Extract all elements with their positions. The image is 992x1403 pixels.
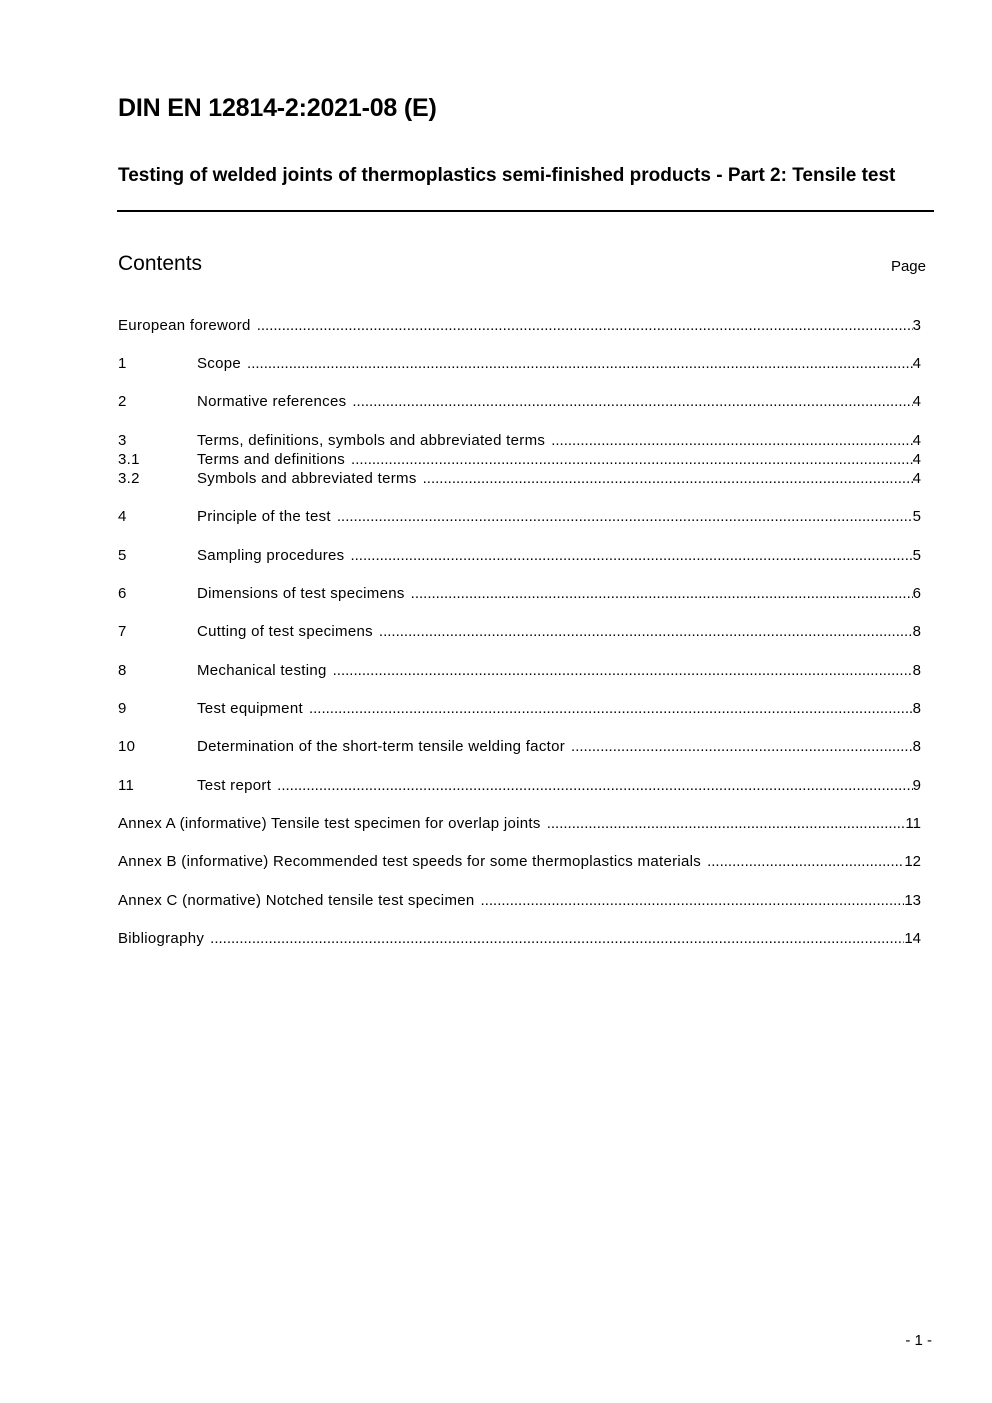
toc-entry-text: Symbols and abbreviated terms [197, 470, 417, 487]
toc-entry-text: Test equipment [197, 700, 303, 717]
toc-entry-cutting[interactable] [118, 622, 921, 641]
toc-entry-terms-and-definitions[interactable] [118, 450, 921, 469]
toc-dot-leader [707, 852, 904, 871]
toc-dot-leader [423, 469, 913, 488]
toc-entry-sampling-procedures[interactable] [118, 546, 921, 565]
toc-entry-principle-of-test[interactable] [118, 507, 921, 526]
toc-dot-leader [379, 622, 913, 641]
toc-entry-number: 4 [118, 508, 127, 525]
toc-entry-bibliography[interactable] [118, 929, 921, 948]
toc-entry-normative-references[interactable] [118, 392, 921, 411]
toc-entry-text: Dimensions of test specimens [197, 585, 405, 602]
toc-dot-leader [351, 450, 913, 469]
toc-entry-number: 8 [118, 662, 127, 679]
page-number: - 1 - [905, 1332, 932, 1349]
document-title: Testing of welded joints of thermoplastics semi-finished products - Part 2: Tensile test [118, 165, 896, 186]
toc-entry-page: 4 [912, 451, 921, 468]
toc-dot-leader [411, 584, 913, 603]
toc-entry-text: Test report [197, 777, 272, 794]
toc-dot-leader [352, 392, 912, 411]
toc-dot-leader [337, 507, 913, 526]
toc-entry-text: European foreword [118, 317, 251, 334]
toc-entry-page: 11 [905, 815, 921, 832]
toc-entry-page: 4 [912, 432, 921, 449]
toc-entry-number: 3 [118, 432, 127, 449]
toc-entry-page: 8 [912, 662, 921, 679]
table-of-contents [118, 0, 921, 1403]
toc-entry-page: 8 [912, 700, 921, 717]
toc-entry-symbols-abbreviated-terms[interactable] [118, 469, 921, 488]
toc-dot-leader [333, 661, 913, 680]
toc-entry-page: 9 [912, 777, 921, 794]
toc-entry-page: 6 [912, 585, 921, 602]
toc-entry-page: 3 [912, 317, 921, 334]
toc-entry-number: 6 [118, 585, 127, 602]
toc-entry-number: 10 [118, 738, 136, 755]
toc-dot-leader [571, 737, 913, 756]
toc-entry-page: 4 [912, 355, 921, 372]
toc-entry-text: Sampling procedures [197, 547, 345, 564]
toc-entry-test-equipment[interactable] [118, 699, 921, 718]
toc-entry-page: 4 [912, 470, 921, 487]
toc-entry-mechanical-testing[interactable] [118, 661, 921, 680]
page-column-label: Page [890, 258, 926, 275]
toc-entry-scope[interactable] [118, 354, 921, 373]
toc-entry-page: 5 [912, 508, 921, 525]
toc-entry-number: 3.1 [118, 451, 140, 468]
contents-heading: Contents [118, 252, 203, 275]
toc-dot-leader [551, 431, 912, 450]
toc-dot-leader [350, 546, 912, 565]
toc-dot-leader [257, 316, 913, 335]
toc-entry-text: Bibliography [118, 930, 205, 947]
toc-entry-annex-b[interactable] [118, 852, 921, 871]
toc-dot-leader [481, 891, 905, 910]
toc-entry-number: 11 [118, 777, 135, 794]
document-id: DIN EN 12814-2:2021-08 (E) [118, 94, 437, 122]
toc-entry-dimensions[interactable] [118, 584, 921, 603]
toc-entry-page: 12 [904, 853, 921, 870]
toc-entry-number: 5 [118, 547, 127, 564]
toc-entry-page: 14 [904, 930, 921, 947]
toc-entry-number: 3.2 [118, 470, 140, 487]
toc-entry-text: Scope [197, 355, 242, 372]
toc-entry-text: Cutting of test specimens [197, 623, 373, 640]
toc-entry-welding-factor[interactable] [118, 737, 921, 756]
toc-dot-leader [210, 929, 904, 948]
toc-dot-leader [547, 814, 906, 833]
toc-dot-leader [309, 699, 913, 718]
toc-entry-page: 8 [912, 623, 921, 640]
toc-entry-page: 4 [912, 393, 921, 410]
toc-entry-annex-a[interactable] [118, 814, 921, 833]
toc-entry-page: 5 [912, 547, 921, 564]
toc-entry-number: 2 [118, 393, 127, 410]
toc-entry-number: 1 [118, 355, 127, 372]
toc-entry-text: Terms, definitions, symbols and abbreviated terms [197, 432, 546, 449]
toc-entry-text: Mechanical testing [197, 662, 327, 679]
toc-entry-european-foreword[interactable] [118, 316, 921, 335]
toc-entry-page: 13 [904, 892, 921, 909]
toc-entry-text: Terms and definitions [197, 451, 346, 468]
toc-entry-text: Annex A (informative) Tensile test specimen for overlap joints [118, 815, 541, 832]
toc-entry-text: Annex C (normative) Notched tensile test specimen [118, 892, 475, 909]
toc-dot-leader [277, 776, 912, 795]
toc-entry-terms-definitions[interactable] [118, 431, 921, 450]
toc-entry-number: 9 [118, 700, 127, 717]
toc-entry-text: Normative references [197, 393, 347, 410]
toc-entry-annex-c[interactable] [118, 891, 921, 910]
toc-entry-number: 7 [118, 623, 127, 640]
toc-entry-test-report[interactable] [118, 776, 921, 795]
toc-entry-text: Determination of the short-term tensile welding factor [197, 738, 566, 755]
toc-entry-text: Annex B (informative) Recommended test speeds for some thermoplastics materials [118, 853, 702, 870]
toc-entry-text: Principle of the test [197, 508, 331, 525]
toc-dot-leader [247, 354, 913, 373]
toc-entry-page: 8 [912, 738, 921, 755]
